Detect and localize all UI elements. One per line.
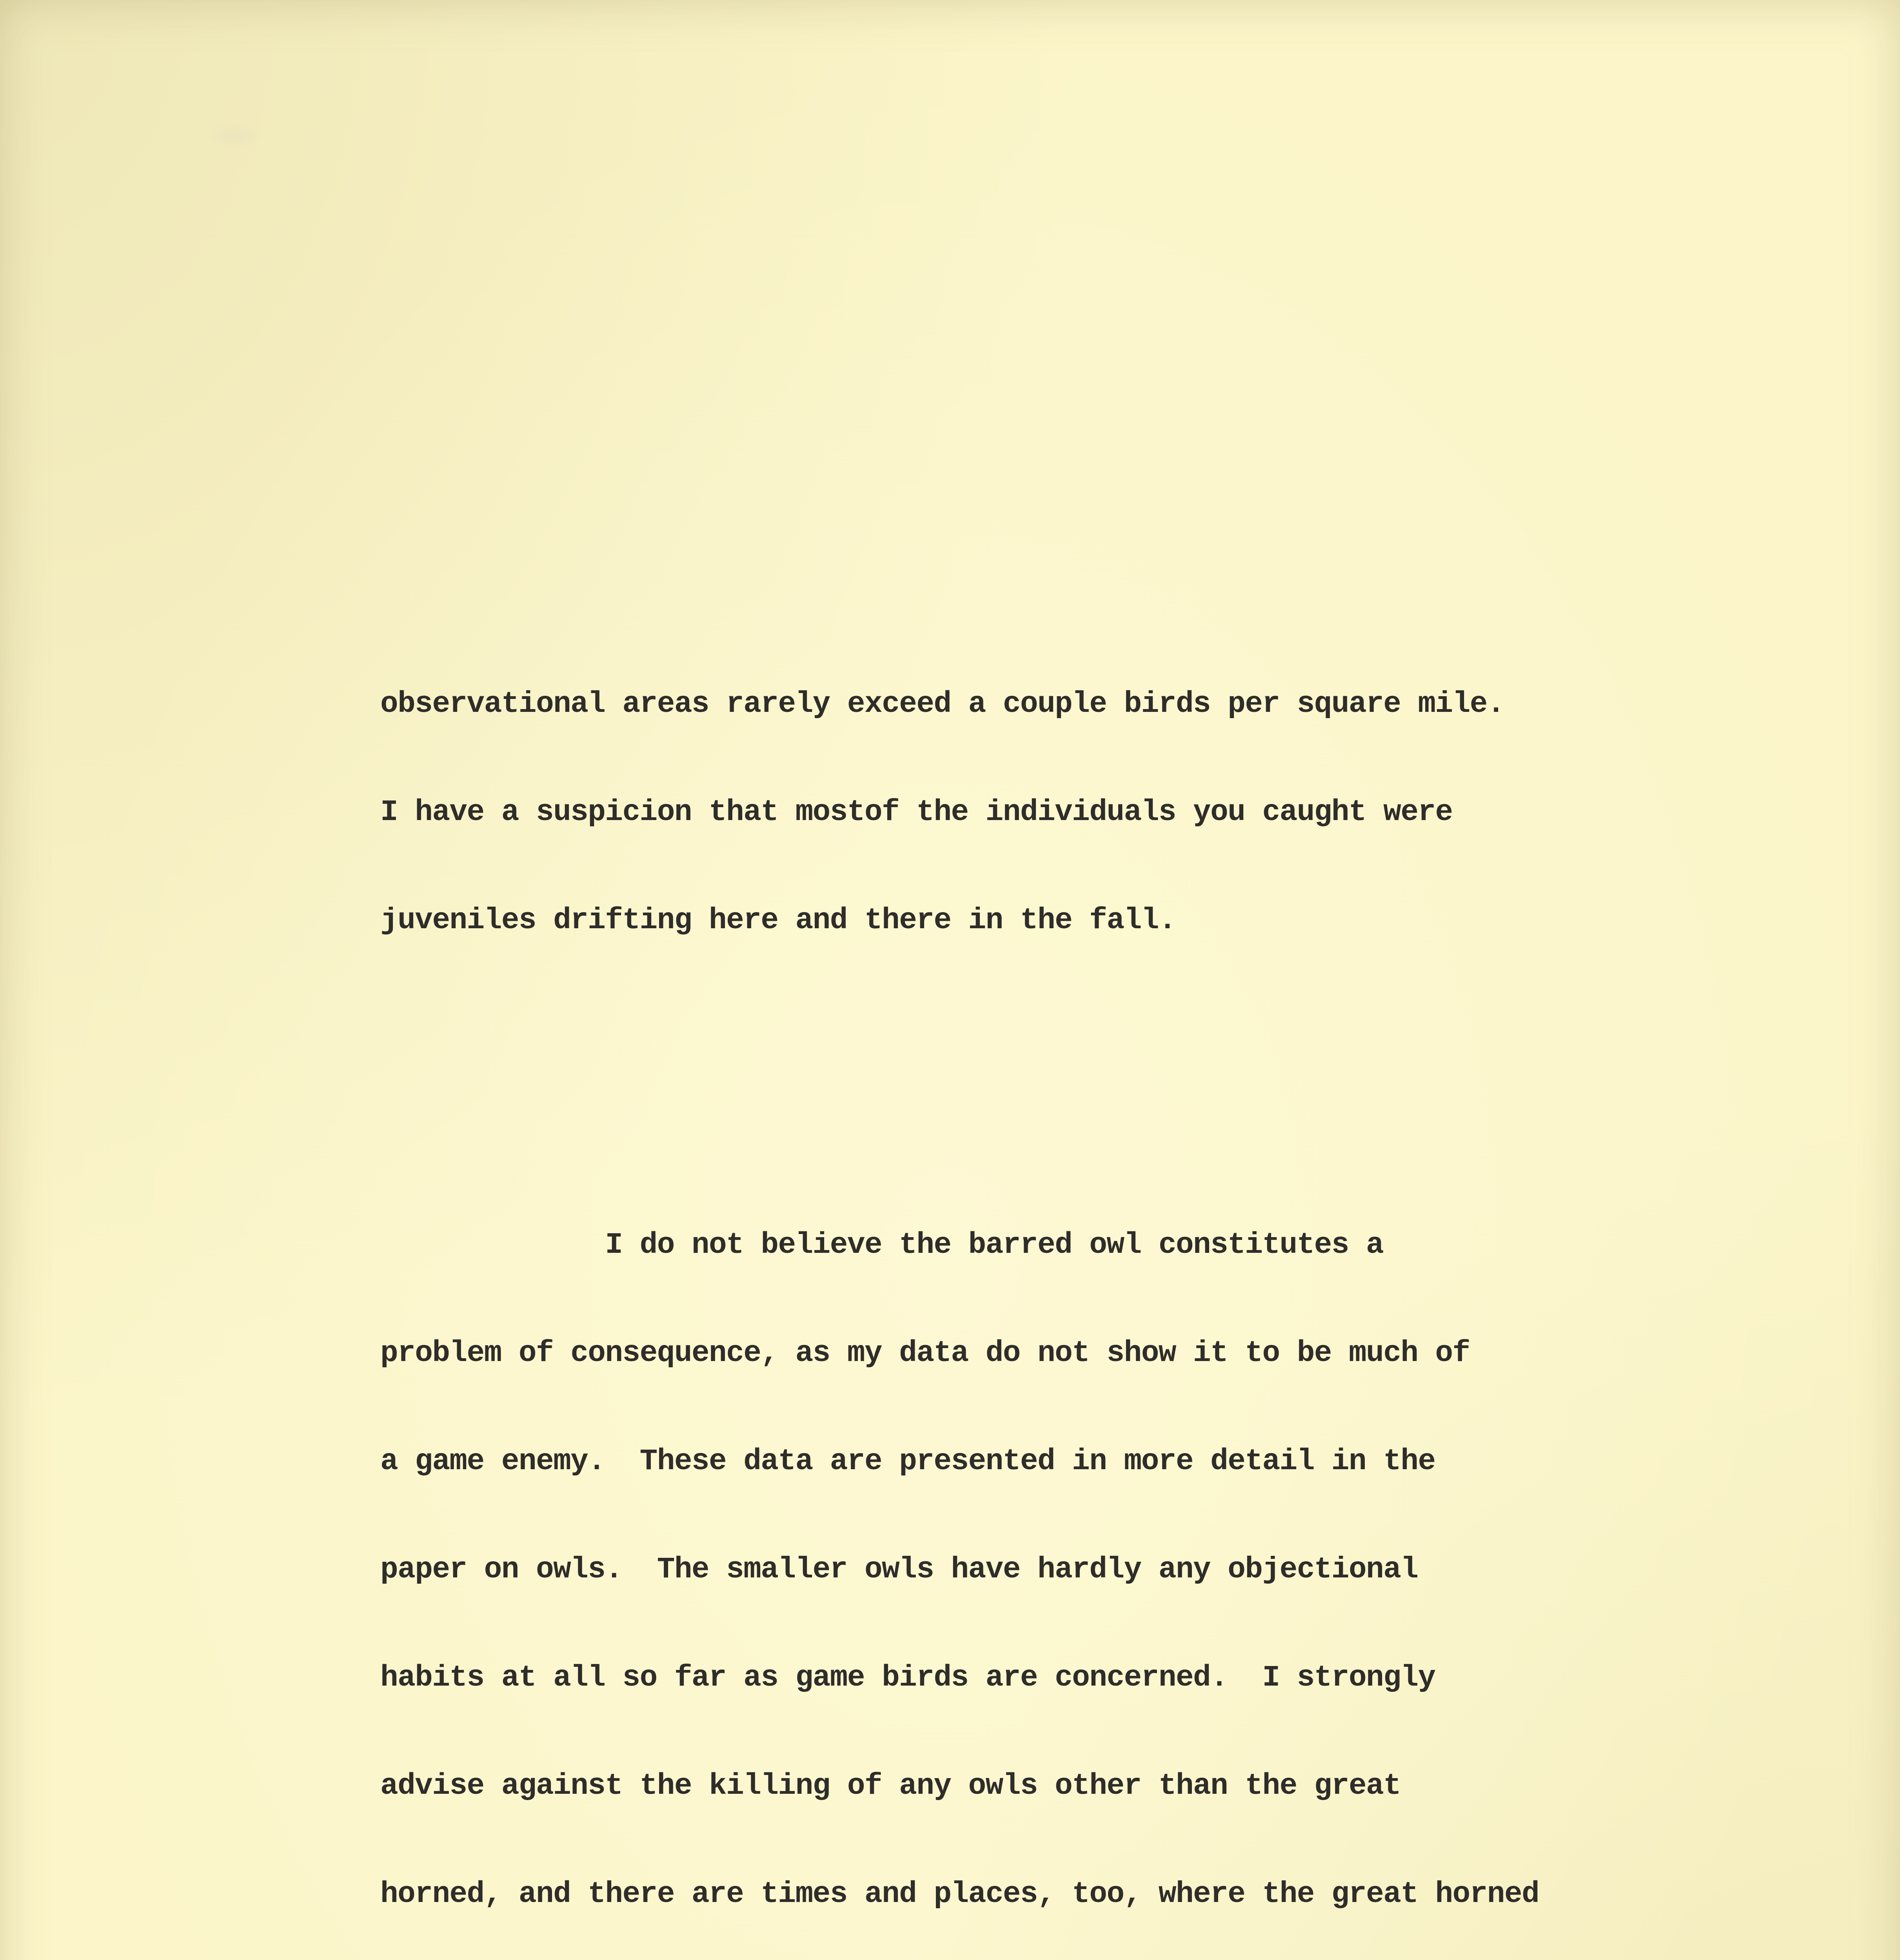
text-line: horned, and there are times and places, too, where the great horned [380, 1877, 1539, 1911]
text-line: a game enemy. These data are presented in more detail in the [380, 1445, 1435, 1478]
letter-body [380, 506, 1725, 1960]
text-line: problem of consequence, as my data do not show it to be much of [380, 1336, 1470, 1370]
text-line: juveniles drifting here and there in the fall. [380, 904, 1176, 937]
text-line: paper on owls. The smaller owls have hardly any objectional [380, 1553, 1418, 1586]
paragraph-1 [380, 614, 1725, 1011]
paper-smudge [208, 122, 263, 149]
text-line: I have a suspicion that mostof the individuals you caught were [380, 795, 1453, 829]
text-line: I do not believe the barred owl constitutes a [380, 1228, 1384, 1262]
text-line: habits at all so far as game birds are concerned. I strongly [380, 1661, 1435, 1695]
paragraph-2 [380, 1155, 1725, 1960]
text-line: observational areas rarely exceed a couple birds per square mile. [380, 687, 1504, 721]
text-line: advise against the killing of any owls other than the great [380, 1769, 1401, 1803]
